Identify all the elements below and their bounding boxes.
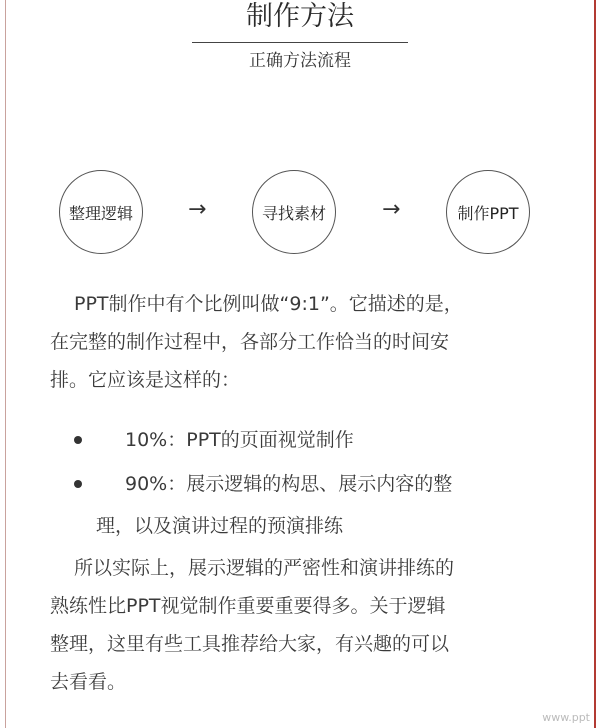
bullet-text: 10%：PPT的页面视觉制作: [125, 429, 354, 451]
watermark: www.ppt: [542, 711, 590, 724]
bullet-continuation: 理，以及演讲过程的预演排练: [96, 515, 344, 537]
conclusion-line: 去看看。: [50, 671, 127, 693]
conclusion-line: 熟练性比PPT视觉制作重要重要得多。关于逻辑: [50, 595, 446, 617]
page-subtitle: 正确方法流程: [249, 51, 351, 71]
bullet-dot-icon: [74, 480, 82, 488]
conclusion-paragraph: [50, 549, 550, 701]
flow-step-make-ppt: 制作PPT: [446, 170, 530, 254]
flow-arrow-icon: →: [382, 197, 401, 222]
intro-line: 在完整的制作过程中，各部分工作恰当的时间安: [50, 331, 450, 353]
conclusion-line: 所以实际上，展示逻辑的严密性和演讲排练的: [74, 557, 455, 579]
frame-right-border: [594, 0, 596, 728]
flow-step-find-materials: 寻找素材: [252, 170, 336, 254]
flow-step-organize-logic: 整理逻辑: [59, 170, 143, 254]
bullet-text: 90%：展示逻辑的构思、展示内容的整: [125, 473, 453, 495]
intro-paragraph: [50, 285, 550, 399]
conclusion-line: 整理，这里有些工具推荐给大家，有兴趣的可以: [50, 633, 450, 655]
flow-arrow-icon: →: [188, 197, 207, 222]
page-title: 制作方法: [246, 1, 354, 32]
intro-line: 排。它应该是这样的：: [50, 369, 241, 391]
title-divider: [192, 42, 408, 43]
frame-left-border: [5, 0, 6, 728]
bullet-dot-icon: [74, 436, 82, 444]
intro-line: PPT制作中有个比例叫做“9:1”。它描述的是，: [74, 293, 463, 315]
